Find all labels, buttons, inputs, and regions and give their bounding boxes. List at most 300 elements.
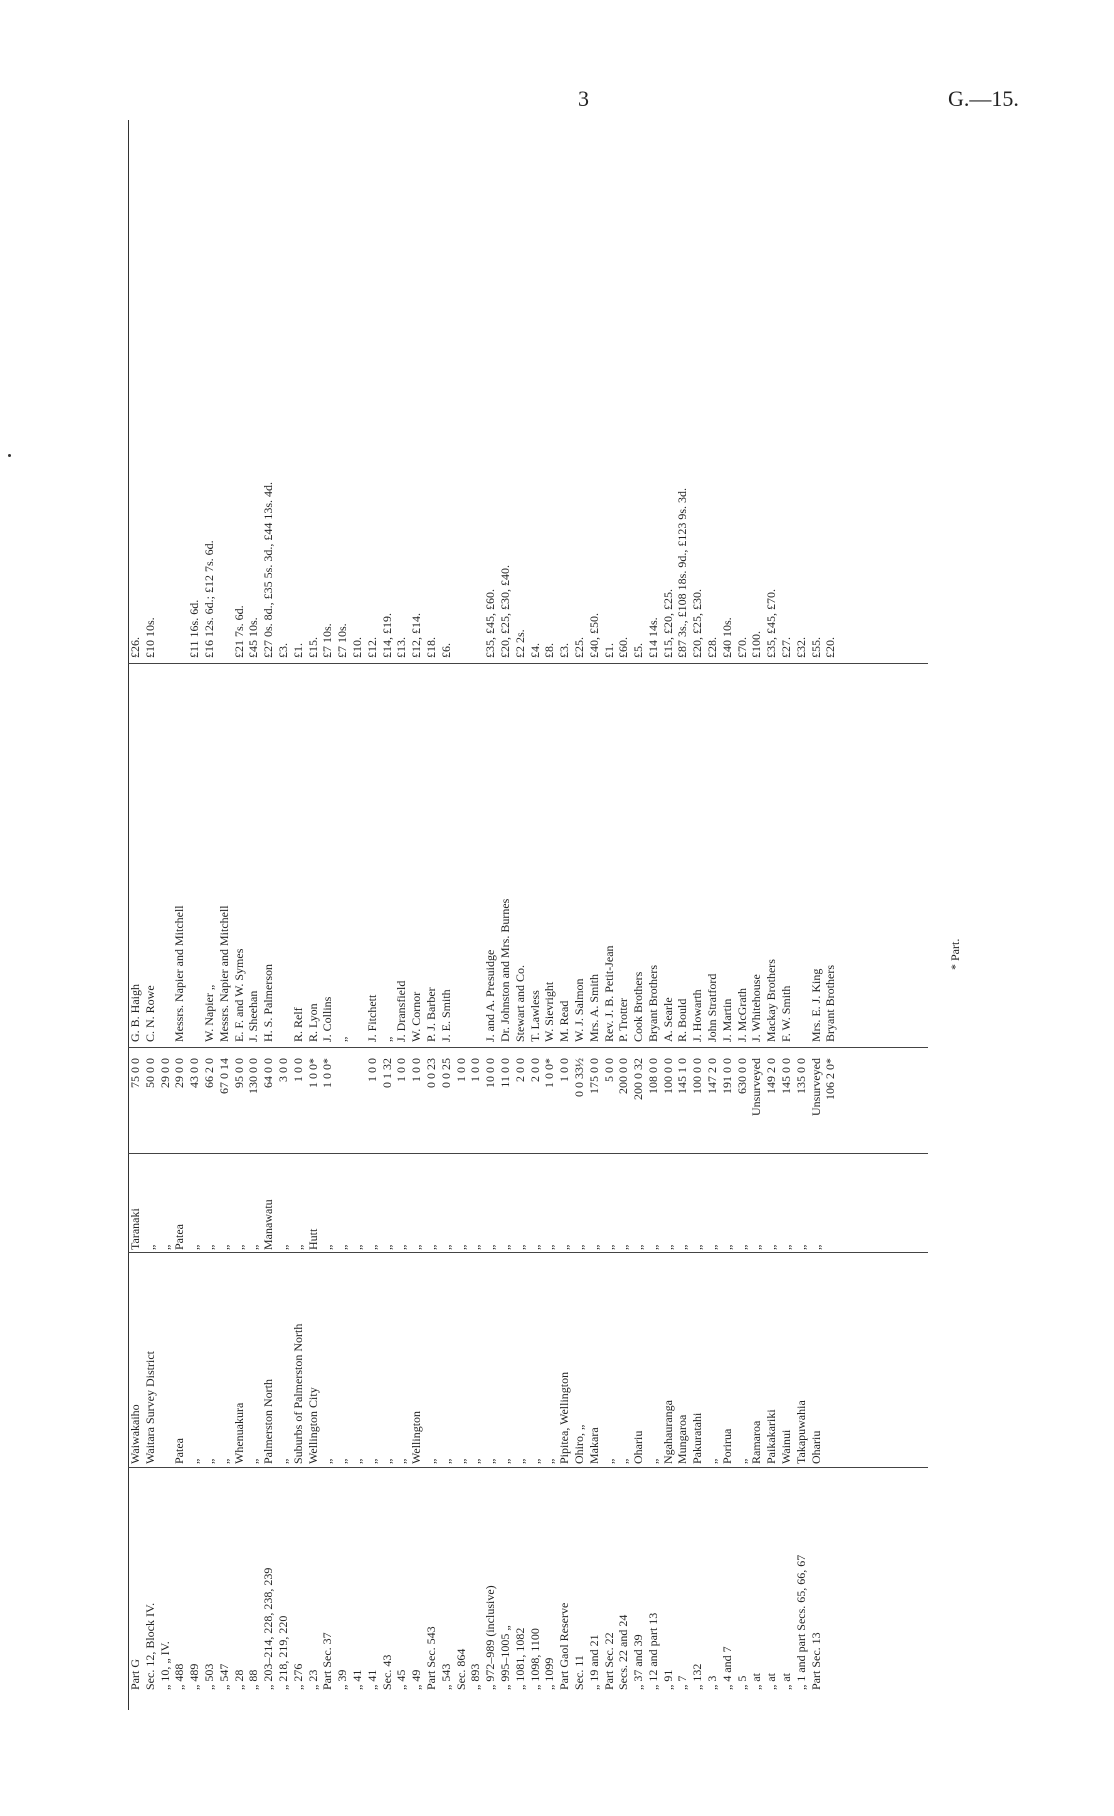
owner-cell — [454, 672, 469, 1042]
district-cell: Wellington City — [305, 1387, 320, 1464]
owner-cell — [276, 672, 291, 1042]
district-cell: „ — [335, 1458, 350, 1464]
section-cell: „ 10, „ IV. — [157, 1641, 172, 1690]
rent-cell: £20, £25, £30, £40. — [497, 565, 512, 658]
county-cell: „ — [527, 1244, 542, 1250]
county-cell: „ — [586, 1244, 601, 1250]
section-cell: „ at — [749, 1673, 764, 1690]
district-cell: „ — [246, 1458, 261, 1464]
county-cell: „ — [201, 1244, 216, 1250]
county-cell: Hutt — [305, 1228, 320, 1250]
county-cell: „ — [749, 1244, 764, 1250]
owner-cell: W. Napier „ — [201, 984, 216, 1042]
rent-cell: £13. — [394, 637, 409, 658]
section-cell: „ 49 — [409, 1669, 424, 1690]
area-cell: 64 0 0 — [261, 1058, 276, 1088]
owner-cell: Bryant Brothers — [823, 965, 838, 1042]
rent-cell: £27. — [779, 637, 794, 658]
area-cell: 43 0 0 — [187, 1058, 202, 1088]
owner-cell: Stewart and Co. — [512, 965, 527, 1042]
owner-cell — [468, 672, 483, 1042]
owner-cell: J. McGrath — [734, 988, 749, 1042]
rent-cell: £11 16s. 6d. — [187, 599, 202, 658]
area-column — [128, 1058, 928, 1150]
county-cell: „ — [734, 1244, 749, 1250]
rent-cell: £1. — [601, 643, 616, 658]
area-cell: 5 0 0 — [601, 1058, 616, 1082]
district-cell: „ — [616, 1458, 631, 1464]
owner-cell: J. E. Smith — [438, 989, 453, 1042]
district-cell: Palmerston North — [261, 1379, 276, 1464]
owner-cell: W. J. Salmon — [571, 978, 586, 1042]
district-column — [128, 1254, 928, 1464]
section-cell: „ 1098, 1100 — [527, 1628, 542, 1690]
area-cell: 1 0 0 — [453, 1058, 468, 1082]
district-cell: Ohariu — [631, 1430, 646, 1464]
district-cell — [823, 1254, 838, 1464]
rent-cell: £12, £14. — [409, 613, 424, 658]
area-cell: 200 0 32 — [631, 1058, 646, 1100]
section-cell — [823, 1470, 838, 1690]
rent-cell: £21 7s. 6d. — [231, 605, 246, 658]
district-cell: „ — [438, 1458, 453, 1464]
area-cell: 75 0 0 — [128, 1058, 142, 1088]
rent-cell: £14 14s. — [645, 617, 660, 658]
county-cell: „ — [216, 1244, 231, 1250]
section-cell: Part Sec. 22 — [601, 1632, 616, 1690]
owner-cell: W. Sievright — [542, 981, 557, 1042]
district-cell: Ohariu — [808, 1430, 823, 1464]
owner-cell: R. Lyon — [305, 1003, 320, 1042]
area-cell: 630 0 0 — [734, 1058, 749, 1094]
section-cell: Secs. 22 and 24 — [616, 1614, 631, 1690]
section-cell: Sec. 12, Block IV. — [142, 1602, 157, 1690]
district-cell: „ — [453, 1458, 468, 1464]
county-cell: „ — [409, 1244, 424, 1250]
district-cell: „ — [468, 1458, 483, 1464]
district-cell: „ — [512, 1458, 527, 1464]
owner-cell: P. Trotter — [616, 997, 631, 1042]
area-cell: Unsurveyed — [749, 1058, 764, 1116]
section-cell: „ 547 — [216, 1663, 231, 1690]
county-cell: „ — [690, 1244, 705, 1250]
section-cell: Sec. 11 — [571, 1655, 586, 1690]
owner-cell: G. B. Haigh — [128, 984, 142, 1042]
district-cell: „ — [394, 1458, 409, 1464]
section-cell: „ at — [764, 1673, 779, 1690]
county-cell: „ — [483, 1244, 498, 1250]
owner-cell: E. F. and W. Symes — [231, 948, 246, 1042]
area-cell: 1 0 0* — [305, 1058, 320, 1088]
owner-cell: J. Whitehouse — [749, 974, 764, 1042]
rent-cell: £10 10s. — [142, 617, 157, 658]
rent-cell: £15, £20, £25. — [660, 589, 675, 658]
area-cell: 1 0 0 — [468, 1058, 483, 1082]
area-cell: 95 0 0 — [231, 1058, 246, 1088]
district-cell: Patea — [172, 1438, 187, 1464]
district-cell: „ — [201, 1458, 216, 1464]
area-cell: 0 0 33½ — [571, 1058, 586, 1097]
county-cell: „ — [231, 1244, 246, 1250]
district-cell: Paikakariki — [764, 1409, 779, 1464]
rent-cell: £2 2s. — [512, 629, 527, 658]
district-cell: „ — [379, 1458, 394, 1464]
rent-cell — [217, 138, 232, 658]
owner-cell: „ — [379, 1036, 394, 1042]
rent-cell: £15. — [305, 637, 320, 658]
area-cell: 10 0 0 — [483, 1058, 498, 1088]
section-cell: „ 19 and 21 — [586, 1634, 601, 1690]
area-cell: 130 0 0 — [246, 1058, 261, 1094]
rent-cell: £100. — [749, 631, 764, 658]
district-cell — [158, 1254, 173, 1464]
rent-cell: £60. — [616, 637, 631, 658]
county-cell: „ — [542, 1244, 557, 1250]
area-cell: 1 0 0* — [320, 1058, 335, 1088]
district-cell: Makara — [586, 1427, 601, 1464]
owner-cell: Cook Brothers — [631, 971, 646, 1042]
district-cell: „ — [497, 1458, 512, 1464]
section-cell: „ 37 and 39 — [631, 1634, 646, 1690]
rent-column — [128, 138, 928, 658]
owner-cell: „ — [335, 1036, 350, 1042]
section-cell: „ 45 — [394, 1669, 409, 1690]
rent-cell: £5. — [631, 643, 646, 658]
area-cell: 1 0 0 — [394, 1058, 409, 1082]
owner-cell — [158, 672, 173, 1042]
county-cell: „ — [512, 1244, 527, 1250]
district-cell: Ohiro, „ — [571, 1424, 586, 1464]
area-cell: 1 0 0 — [557, 1058, 572, 1082]
owner-cell — [350, 672, 365, 1042]
section-cell: „ 1 and part Secs. 65, 66, 67 — [793, 1554, 808, 1690]
district-cell: „ — [216, 1458, 231, 1464]
section-cell: „ 893 — [468, 1663, 483, 1690]
rent-cell: £8. — [542, 643, 557, 658]
area-cell: 66 2 0 — [201, 1058, 216, 1088]
rent-cell: £35, £45, £60. — [483, 589, 498, 658]
county-cell: „ — [764, 1244, 779, 1250]
column-divider — [128, 1252, 928, 1253]
section-cell: „ 218, 219, 220 — [275, 1615, 290, 1690]
rent-cell: £40 10s. — [719, 617, 734, 658]
area-cell: 2 0 0 — [527, 1058, 542, 1082]
county-cell: „ — [645, 1244, 660, 1250]
section-cell: „ 23 — [305, 1669, 320, 1690]
owner-cell: Bryant Brothers — [645, 965, 660, 1042]
area-cell: 0 0 23 — [423, 1058, 438, 1088]
county-cell: Taranaki — [128, 1208, 142, 1250]
county-cell: „ — [379, 1244, 394, 1250]
rent-cell: £28. — [705, 637, 720, 658]
rent-cell: £55. — [808, 637, 823, 658]
district-cell: „ — [645, 1458, 660, 1464]
county-cell: „ — [320, 1244, 335, 1250]
area-cell: 0 1 32 — [379, 1058, 394, 1088]
rent-cell: £45 10s. — [246, 617, 261, 658]
section-cell: „ 39 — [335, 1669, 350, 1690]
owner-cell: Messrs. Napier and Mitchell — [216, 905, 231, 1042]
county-cell: „ — [453, 1244, 468, 1250]
district-cell: „ — [734, 1458, 749, 1464]
area-cell: 191 0 0 — [719, 1058, 734, 1094]
area-cell: 2 0 0 — [512, 1058, 527, 1082]
district-cell: „ — [527, 1458, 542, 1464]
area-cell: 149 2 0 — [764, 1058, 779, 1094]
rent-cell — [172, 138, 187, 658]
rent-cell: £32. — [793, 637, 808, 658]
owner-cell: J. Howarth — [690, 989, 705, 1042]
rent-cell: £27 0s. 8d., £35 5s. 3d., £44 13s. 4d. — [261, 481, 276, 658]
owner-cell: Mrs. A. Smith — [586, 973, 601, 1042]
area-cell: 0 0 25 — [438, 1058, 453, 1088]
rent-cell — [158, 138, 173, 658]
section-cell: Part Sec. 13 — [808, 1632, 823, 1690]
district-cell: Ramaroa — [749, 1420, 764, 1464]
district-cell: Pakuratahi — [690, 1412, 705, 1464]
area-cell: 11 0 0 — [497, 1058, 512, 1088]
page-number: 3 — [578, 86, 589, 111]
section-cell: Part Sec. 543 — [423, 1626, 438, 1690]
rent-cell: £12. — [364, 637, 379, 658]
section-cell: „ 488 — [172, 1663, 187, 1690]
owner-cell — [187, 672, 202, 1042]
county-cell: „ — [793, 1244, 808, 1250]
section-cell: „ 489 — [187, 1663, 202, 1690]
area-cell: Unsurveyed — [808, 1058, 823, 1116]
district-cell: Pipitea, Wellington — [557, 1371, 572, 1464]
section-cell: „ 132 — [690, 1663, 705, 1690]
county-cell: „ — [290, 1244, 305, 1250]
county-cell: „ — [468, 1244, 483, 1250]
district-cell: Waiwakaiho — [128, 1404, 142, 1464]
area-cell: 1 0 0* — [542, 1058, 557, 1088]
owner-cell: J. Collins — [320, 996, 335, 1042]
county-cell: „ — [157, 1244, 172, 1250]
rent-cell: £10. — [349, 637, 364, 658]
section-cell: „ 203–214, 228, 238, 239 — [261, 1567, 276, 1690]
owner-cell: J. Martin — [719, 998, 734, 1042]
section-cell: „ 41 — [364, 1669, 379, 1690]
area-cell: 50 0 0 — [142, 1058, 157, 1088]
document-reference: G.—15. — [948, 86, 1019, 111]
county-cell: „ — [364, 1244, 379, 1250]
county-cell: „ — [808, 1244, 823, 1250]
county-cell: „ — [497, 1244, 512, 1250]
area-cell: 3 0 0 — [275, 1058, 290, 1082]
section-cell: „ 4 and 7 — [719, 1646, 734, 1690]
owner-cell: Dr. Johnston and Mrs. Burnes — [497, 898, 512, 1042]
county-cell: Patea — [172, 1224, 187, 1250]
district-cell: „ — [705, 1458, 720, 1464]
area-cell: 29 0 0 — [172, 1058, 187, 1088]
owner-cell — [794, 672, 809, 1042]
area-cell: 67 0 14 — [216, 1058, 231, 1094]
district-cell: „ — [320, 1458, 335, 1464]
district-cell: „ — [187, 1458, 202, 1464]
rent-cell: £40, £50. — [586, 613, 601, 658]
section-cell: „ 972–989 (inclusive) — [483, 1585, 498, 1690]
rent-cell: £25. — [571, 637, 586, 658]
rent-cell: £7 10s. — [335, 623, 350, 658]
owner-cell: R. Bould — [675, 998, 690, 1042]
district-cell: Takapuwahia — [793, 1400, 808, 1464]
area-cell: 200 0 0 — [616, 1058, 631, 1094]
rent-cell: £14, £19. — [379, 613, 394, 658]
rent-cell: £18. — [423, 637, 438, 658]
owner-cell: Rev. J. B. Petit-Jean — [601, 945, 616, 1042]
rent-cell: £7 10s. — [320, 623, 335, 658]
owner-cell: J. Dransfield — [394, 980, 409, 1042]
section-cell: Part Gaol Reserve — [557, 1602, 572, 1690]
margin-mark — [8, 454, 11, 457]
area-cell: 100 0 0 — [690, 1058, 705, 1094]
county-cell: „ — [349, 1244, 364, 1250]
area-cell: 145 0 0 — [779, 1058, 794, 1094]
area-cell: 175 0 0 — [586, 1058, 601, 1094]
owner-cell: C. N. Rowe — [142, 985, 157, 1042]
section-cell: Sec. 864 — [453, 1648, 468, 1690]
county-cell: „ — [187, 1244, 202, 1250]
district-cell: Waitara Survey District — [142, 1351, 157, 1464]
district-cell: „ — [483, 1458, 498, 1464]
county-cell: „ — [705, 1244, 720, 1250]
area-cell: 1 0 0 — [364, 1058, 379, 1082]
section-cell: „ 28 — [231, 1669, 246, 1690]
county-cell: „ — [779, 1244, 794, 1250]
district-cell: Porirua — [719, 1428, 734, 1464]
area-cell — [350, 1058, 365, 1150]
area-cell: 106 2 0* — [823, 1058, 838, 1100]
owner-cell: P. J. Barber — [423, 987, 438, 1042]
owner-cell: J. Fitchett — [364, 994, 379, 1042]
section-cell: „ 543 — [438, 1663, 453, 1690]
section-cell: „ 88 — [246, 1669, 261, 1690]
county-cell — [823, 1158, 838, 1250]
rent-cell — [454, 138, 469, 658]
owner-cell: T. Lawless — [527, 990, 542, 1042]
section-cell: „ 503 — [201, 1663, 216, 1690]
owner-cell: Mrs. E. J. King — [808, 968, 823, 1042]
county-cell: „ — [423, 1244, 438, 1250]
rent-cell: £20, £25, £30. — [690, 589, 705, 658]
owner-cell: W. Cornor — [409, 991, 424, 1042]
district-cell: „ — [275, 1458, 290, 1464]
district-cell: Ngahauranga — [660, 1400, 675, 1464]
county-cell: „ — [675, 1244, 690, 1250]
area-cell: 108 0 0 — [645, 1058, 660, 1094]
county-cell: „ — [601, 1244, 616, 1250]
area-cell — [335, 1058, 350, 1150]
section-cell: „ 276 — [290, 1663, 305, 1690]
owner-cell: M. Read — [557, 1000, 572, 1042]
county-cell: „ — [660, 1244, 675, 1250]
county-cell: „ — [616, 1244, 631, 1250]
county-cell: „ — [275, 1244, 290, 1250]
rent-cell: £4. — [527, 643, 542, 658]
county-cell: „ — [246, 1244, 261, 1250]
section-cell: Part G — [128, 1659, 142, 1690]
section-column — [128, 1470, 928, 1690]
footnote: * Part. — [948, 938, 962, 970]
district-cell: „ — [601, 1458, 616, 1464]
rent-cell: £3. — [557, 643, 572, 658]
rent-cell: £70. — [734, 637, 749, 658]
county-cell: „ — [719, 1244, 734, 1250]
owner-cell: J. and A. Presuidge — [483, 949, 498, 1042]
section-cell: „ 5 — [734, 1675, 749, 1690]
district-cell: Whenuakura — [231, 1402, 246, 1464]
section-cell: „ 12 and part 13 — [645, 1612, 660, 1690]
rent-cell: £1. — [290, 643, 305, 658]
section-cell: „ 1099 — [542, 1657, 557, 1690]
column-divider — [128, 1153, 928, 1154]
section-cell: „ 7 — [675, 1675, 690, 1690]
section-cell: „ 995–1005 „ — [497, 1625, 512, 1690]
area-cell: 1 0 0 — [409, 1058, 424, 1082]
rent-cell: £6. — [438, 643, 453, 658]
area-cell: 1 0 0 — [290, 1058, 305, 1082]
owner-cell: Messrs. Napier and Mitchell — [172, 905, 187, 1042]
rent-cell: £35, £45, £70. — [764, 589, 779, 658]
county-cell: „ — [335, 1244, 350, 1250]
county-cell: „ — [142, 1244, 157, 1250]
column-divider — [128, 1047, 928, 1048]
rent-cell: £20. — [823, 637, 838, 658]
owner-cell: Mackay Brothers — [764, 959, 779, 1042]
column-divider — [128, 663, 928, 664]
section-cell: „ 1081, 1082 — [512, 1627, 527, 1690]
rent-cell: £16 12s. 6d.; £12 7s. 6d. — [201, 540, 216, 658]
owner-cell: A. Searle — [660, 997, 675, 1042]
district-cell: „ — [542, 1458, 557, 1464]
owner-cell: R. Relf — [290, 1007, 305, 1042]
area-cell: 147 2 0 — [705, 1058, 720, 1094]
rotated-land-table — [128, 130, 962, 1690]
county-cell: „ — [631, 1244, 646, 1250]
area-cell: 29 0 0 — [157, 1058, 172, 1088]
owner-cell: H. S. Palmerson — [261, 964, 276, 1042]
rent-cell: £26. — [128, 637, 142, 658]
section-cell: „ 91 — [660, 1669, 675, 1690]
section-cell: Sec. 43 — [379, 1654, 394, 1690]
district-cell: „ — [423, 1458, 438, 1464]
county-cell: „ — [438, 1244, 453, 1250]
county-column — [128, 1158, 928, 1250]
owner-cell: F. W. Smith — [779, 985, 794, 1042]
section-cell: „ 41 — [349, 1669, 364, 1690]
area-cell: 135 0 0 — [793, 1058, 808, 1094]
section-cell: Part Sec. 37 — [320, 1632, 335, 1690]
area-cell: 100 0 0 — [660, 1058, 675, 1094]
column-divider — [128, 1467, 928, 1468]
county-cell: Manawatu — [261, 1199, 276, 1250]
district-cell: „ — [349, 1458, 364, 1464]
owner-cell: John Stratford — [705, 973, 720, 1042]
owner-column — [128, 672, 928, 1042]
district-cell: Suburbs of Palmerston North — [290, 1323, 305, 1464]
owner-cell: J. Sheehan — [246, 990, 261, 1042]
area-cell: 145 1 0 — [675, 1058, 690, 1094]
section-cell: „ 3 — [705, 1675, 720, 1690]
county-cell: „ — [394, 1244, 409, 1250]
county-cell: „ — [557, 1244, 572, 1250]
rent-cell: £87 3s., £108 18s. 9d., £123 9s. 3d. — [675, 487, 690, 658]
county-cell: „ — [571, 1244, 586, 1250]
district-cell: Wainui — [779, 1429, 794, 1464]
district-cell: Mungaroa — [675, 1414, 690, 1464]
rent-cell — [468, 138, 483, 658]
